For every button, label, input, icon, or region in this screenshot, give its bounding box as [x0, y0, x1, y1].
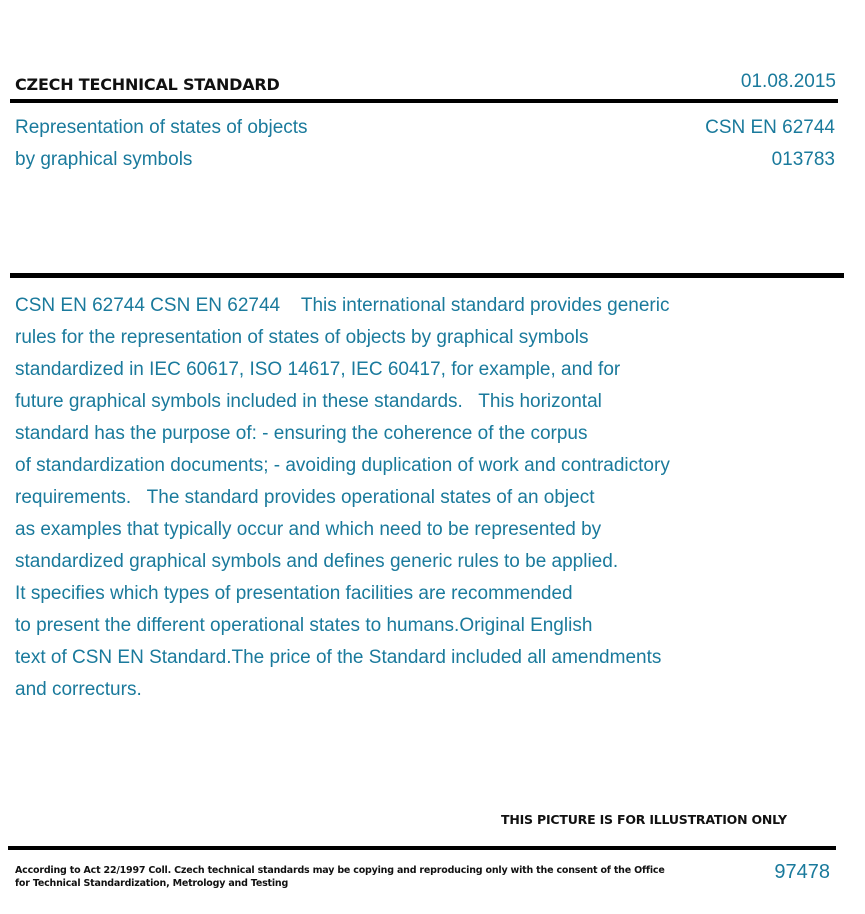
- abstract-line: future graphical symbols included in these standards. This horizontal: [15, 391, 602, 412]
- standard-title-line-1: Representation of states of objects: [15, 117, 308, 138]
- abstract-line: standard has the purpose of: - ensuring the coherence of the corpus: [15, 423, 588, 444]
- abstract-text: [15, 290, 775, 706]
- standard-code: CSN EN 62744: [705, 117, 835, 138]
- abstract-line: text of CSN EN Standard.The price of the Standard included all amendments: [15, 647, 662, 668]
- abstract-line: standardized graphical symbols and defines generic rules to be applied.: [15, 551, 619, 572]
- legal-notice-line-2: for Technical Standardization, Metrology and Testing: [15, 878, 289, 889]
- abstract-line: and correcturs.: [15, 679, 142, 700]
- abstract-line: rules for the representation of states of objects by graphical symbols: [15, 327, 589, 348]
- legal-notice: [15, 864, 665, 890]
- illustration-notice: THIS PICTURE IS FOR ILLUSTRATION ONLY: [501, 812, 787, 827]
- section-divider: [10, 273, 844, 278]
- abstract-line: standardized in IEC 60617, ISO 14617, IEC 60417, for example, and for: [15, 359, 621, 380]
- header-label: CZECH TECHNICAL STANDARD: [15, 75, 280, 94]
- abstract-line: It specifies which types of presentation facilities are recommended: [15, 583, 573, 604]
- publication-date: 01.08.2015: [740, 71, 836, 92]
- legal-notice-line-1: According to Act 22/1997 Coll. Czech technical standards may be copying and reproducing only with the consent of the Office: [15, 865, 665, 876]
- abstract-line: requirements. The standard provides operational states of an object: [15, 487, 595, 508]
- document-number: 97478: [774, 861, 830, 883]
- abstract-line: as examples that typically occur and which need to be represented by: [15, 519, 602, 540]
- standard-title-line-2: by graphical symbols: [15, 149, 193, 170]
- abstract-line: CSN EN 62744 CSN EN 62744 This international standard provides generic: [15, 295, 670, 316]
- catalog-number: 013783: [771, 149, 835, 170]
- footer-divider: [8, 846, 836, 850]
- abstract-line: to present the different operational states to humans.Original English: [15, 615, 593, 636]
- header-divider: [10, 99, 838, 103]
- abstract-line: of standardization documents; - avoiding duplication of work and contradictory: [15, 455, 670, 476]
